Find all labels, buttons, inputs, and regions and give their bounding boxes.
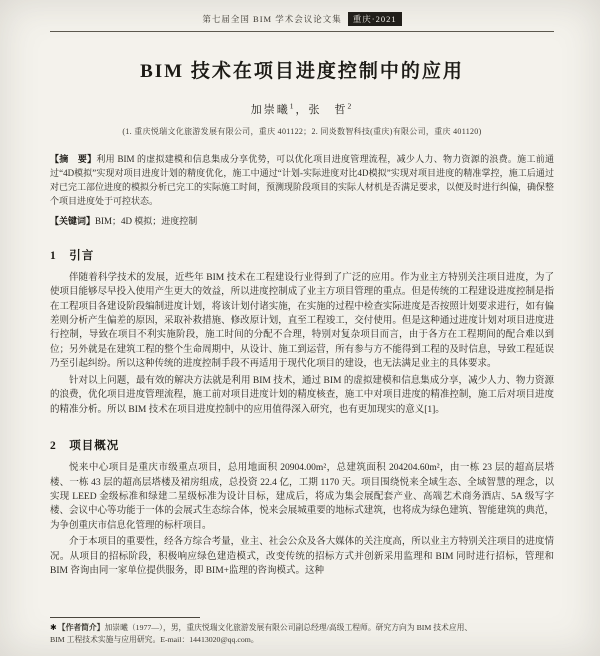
footnote-line-1 bbox=[50, 622, 554, 634]
section-heading-introduction: 1 引言 bbox=[50, 249, 95, 262]
keywords-label: 【关键词】 bbox=[50, 215, 96, 226]
author-bio-footnote bbox=[50, 611, 554, 646]
footnote-marker-icon: ✱ bbox=[50, 623, 57, 633]
footnote-line-2 bbox=[50, 634, 554, 646]
affiliation: (1. 重庆悦瑞文化旅游发展有限公司，重庆 401122；2. 同炎数智科技(重庆)有限公司，重庆 401120) bbox=[122, 127, 482, 136]
abstract bbox=[50, 153, 554, 209]
abstract-label: 【摘 要】 bbox=[50, 154, 97, 164]
conference-badge: 重庆·2021 bbox=[348, 12, 402, 26]
abstract-text: 利用 BIM 的虚拟建模和信息集成分享优势，可以优化项目进度管理流程，减少人力、物力资源的浪费。施工前通过“4D模拟”实现对项目进度计划的精度优化，施工中通过“计划-实际进度对比4D模拟”实现对项目进度的精准掌控，施工后通过对已完工部位进度的模拟分析已完工的实际施工时间，预测现阶段项目的实际人材机是否满足要求，以便及时进行纠偏，确保整个项目进度处于可控状态。 bbox=[50, 154, 555, 206]
author-affil-sup: 1 bbox=[289, 101, 296, 111]
author-name: 张 哲 bbox=[308, 104, 348, 116]
section-heading-project-overview: 2 项目概况 bbox=[50, 440, 120, 453]
footnote-text: BIM 工程技术实施与应用研究。E-mail：14413020@qq.com。 bbox=[50, 635, 259, 645]
keywords bbox=[50, 215, 554, 229]
running-head bbox=[50, 8, 554, 32]
paper-title: BIM 技术在项目进度控制中的应用 bbox=[140, 61, 464, 82]
footnote-label: 【作者简介】 bbox=[57, 623, 105, 633]
author-name: 加崇曦 bbox=[250, 104, 290, 116]
proceedings-title: 第七届全国 BIM 学术会议论文集 bbox=[202, 14, 342, 24]
paragraph: 针对以上问题，最有效的解决方法就是利用 BIM 技术，通过 BIM 的虚拟建模和信息集成分享，减少人力、物力资源的浪费，优化项目进度管理流程，施工前对项目进度计划的精度核查，施工中对项目进度的精准控制，施工后对项目进度的精准分析。所以 BIM 技术在项目进度控制中的应用值得深入研究，也有更加现实的意义[1]。 bbox=[50, 375, 554, 415]
authors bbox=[50, 101, 554, 117]
paragraph: 伴随着科学技术的发展，近些年 BIM 技术在工程建设行业得到了广泛的应用。作为业主方特别关注项目进度，为了使项目能够尽早投入使用产生更大的效益，所以进度控制成了业主方项目管理的重点。但是传统的工程建设进度控制是指在工程项目各建设阶段编制进度计划，将该计划付诸实施，在实施的过程中检查实际进度是否按照计划要求进行，如有偏差则分析产生偏差的原因，采取补救措施、修改原计划，直至工程竣工，交付使用。但是这种通过进度计划对项目进度进行控制，导致在项目不利实施阶段，施工时间的分配不合理，特别对复杂项目而言，由于各方在工程期间的配合难以到位；另外就是在建筑工程的整个生命周期中，从设计、施工到运营，所有参与方不能得到工程的及时信息，导致工程延误乃至引起纠纷。所以这种传统的进度控制手段不再适用于现代化项目的建设，也无法满足业主的具体要求。 bbox=[50, 272, 554, 370]
paragraph: 介于本项目的重要性，经各方综合考量，业主、社会公众及各大媒体的关注度高，所以业主方特别关注项目的进度情况。从项目的招标阶段，积极响应绿色建造模式，改变传统的招标方式并创新采用监理和 BIM 同时进行招标，管理和 BIM 咨询由同一家单位提供服务，即 BIM+监理的咨询模式。这种 bbox=[50, 537, 554, 577]
footnote-text: 加崇曦（1977—），男，重庆悦瑞文化旅游发展有限公司副总经理/高级工程师。研究方向为 BIM 技术应用、 bbox=[104, 623, 473, 633]
footnote-divider bbox=[50, 617, 200, 618]
author-affil-sup: 2 bbox=[347, 101, 354, 111]
keywords-text: BIM；4D 模拟；进度控制 bbox=[95, 215, 198, 226]
paragraph: 悦来中心项目是重庆市级重点项目，总用地面积 20904.00m²，总建筑面积 204204.60m²，由一栋 23 层的超高层塔楼、一栋 43 层的超高层塔楼及裙房组成，总投资 22.4 亿，工期 1170 天。项目围绕悦来全域生态、全域智慧的理念，以实现 LEED 金级标准和绿建二星级标准为设计目标，建成后，将成为集会展配套产业、高端艺术商务酒店、5A 级写字楼、会议中心等功能于一体的会展式生态综合体，悦来会展城重要的地标式建筑，也将成为绿色建筑、智能建筑的典范，为争创重庆市信息化管理的标杆项目。 bbox=[50, 463, 554, 531]
author-separator: ， bbox=[295, 104, 309, 116]
